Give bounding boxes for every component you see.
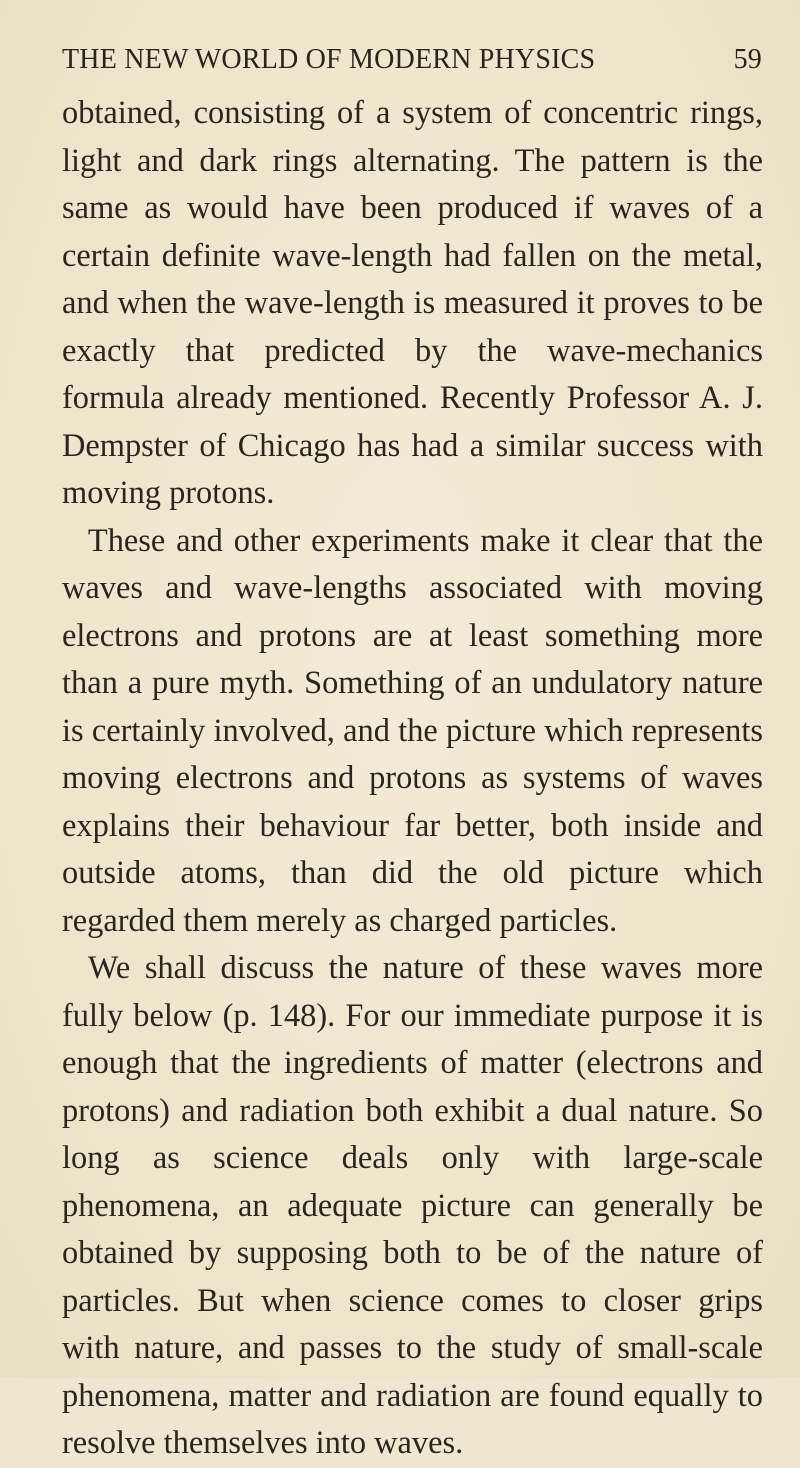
body-text xyxy=(62,90,763,1468)
paragraph: These and other experiments make it clear that the waves and wave-lengths associated with moving electrons and protons are at least something more than a pure myth. Something of an undulatory nature is certainly involved, and the picture which represents moving electrons and protons as systems of waves explains their behaviour far better, both inside and outside atoms, than did the old picture which regarded them merely as charged particles. xyxy=(62,522,763,939)
paragraph-continued: obtained, consisting of a system of concentric rings, light and dark rings alternating. The pattern is the same as would have been produced if waves of a certain definite wave-length had fallen on the metal, and when the wave-length is measured it proves to be exactly that predicted by the wave-mechanics formula already mentioned. Recently Professor A. J. Dempster of Chicago has had a similar success with moving protons. xyxy=(62,95,763,511)
running-head xyxy=(62,44,762,84)
running-head-title: THE NEW WORLD OF MODERN PHYSICS xyxy=(62,44,596,75)
page-number: 59 xyxy=(733,44,762,75)
paragraph: We shall discuss the nature of these waves more fully below (p. 148). For our immediate purpose it is enough that the ingredients of matter (electrons and protons) and radiation both exhibit a dual nature. So long as science deals only with large-scale phenomena, an adequate picture can generally be obtained by supposing both to be of the nature of particles. But when science comes to closer grips with nature, and passes to the study of small-scale phenomena, matter and radiation are found equally to resolve themselves into waves. xyxy=(62,950,763,1461)
